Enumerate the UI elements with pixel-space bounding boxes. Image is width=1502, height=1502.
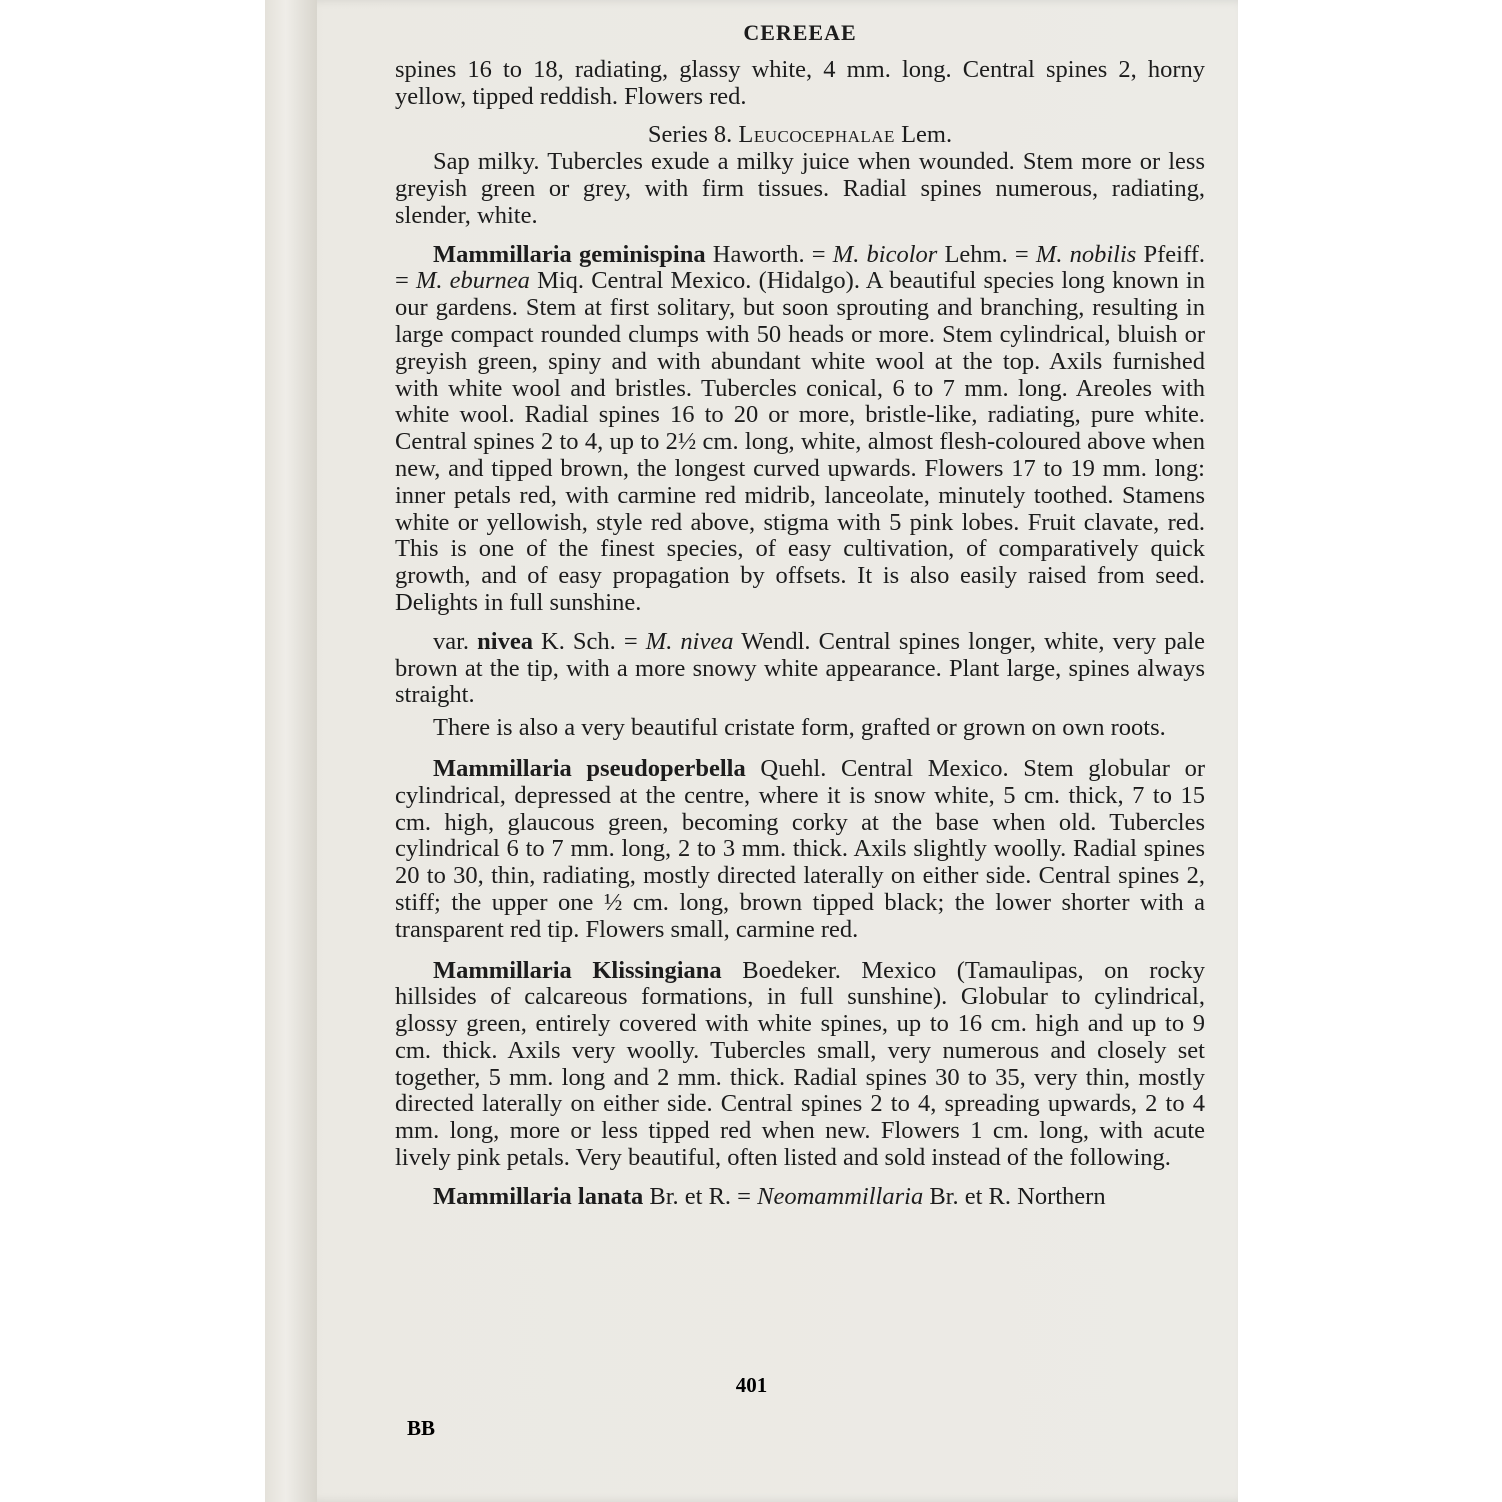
page-gutter: [265, 0, 317, 1502]
species-name: Mammillaria geminispina: [433, 240, 706, 268]
synonym: M. nivea: [645, 627, 734, 655]
entry-pseudoperbella: [395, 756, 1205, 944]
intro-paragraph: spines 16 to 18, radiating, glassy white, 4 mm. long. Central spines 2, horny yellow, tipped reddish. Flowers red.: [395, 55, 1205, 110]
series-name: Leucocephalae: [738, 121, 895, 149]
series-label: Series 8.: [647, 121, 733, 149]
entry-text: Miq. Central Mexico. (Hidalgo). A beautiful species long known in our gardens. Stem at first solitary, but soon sprouting and branching, resulting in large compact rounded clumps with 50 heads or more. Stem cylindrical, bluish or greyish green, spiny and with abundant white wool at the top. Axils furnished with white wool and bristles. Tubercles conical, 6 to 7 mm. long. Areoles with white wool. Radial spines 16 to 20 or more, bristle-like, radiating, pure white. Central spines 2 to 4, up to 2½ cm. long, white, almost flesh-coloured above when new, and tipped brown, the longest curved upwards. Flowers 17 to 19 mm. long: inner petals red, with carmine red midrib, lanceolate, minutely toothed. Stamens white or yellowish, style red above, stigma with 5 pink lobes. Fruit clavate, red. This is one of the finest species, of easy cultivation, of comparatively quick growth, and of easy propagation by offsets. It is also easily raised from seed. Delights in full sunshine.: [395, 267, 1205, 616]
entry-nivea: [395, 629, 1205, 709]
synonym: Neomammillaria: [757, 1182, 924, 1210]
entry-text: Br. et R. Northern: [923, 1182, 1106, 1210]
entry-text: Wendl. Central spines longer, white, very pale brown at the tip, with a more snowy white appearance. Plant large, spines always straight.: [395, 627, 1205, 709]
running-header: CEREEAE: [743, 20, 857, 45]
synonym: M. nobilis: [1035, 240, 1137, 268]
series-heading: [395, 122, 1205, 149]
series-author: Lem.: [901, 121, 953, 149]
species-name: Mammillaria lanata: [433, 1182, 644, 1210]
book-page: [265, 0, 1238, 1502]
entry-text: Boedeker. Mexico (Tamaulipas, on rocky hillsides of calcareous formations, in full sunshine). Globular to cylindrical, glossy green, entirely covered with white spines, up to 16 cm. high and up to 9 cm. thick. Axils very woolly. Tubercles small, very numerous and closely set together, 5 mm. long and 2 mm. thick. Radial spines 30 to 35, very thin, mostly directed laterally on either side. Central spines 2 to 4, spreading upwards, 2 to 4 mm. long, more or less tipped red when new. Flowers 1 cm. long, with acute lively pink petals. Very beautiful, often listed and sold instead of the following.: [395, 956, 1205, 1172]
page-text: [395, 18, 1205, 1217]
entry-text: Haworth. =: [705, 240, 833, 268]
entry-text: K. Sch. =: [532, 627, 646, 655]
species-name: Mammillaria Klissingiana: [433, 956, 722, 984]
cristate-paragraph: There is also a very beautiful cristate form, grafted or grown on own roots.: [433, 714, 1166, 742]
page-number: 401: [735, 1373, 768, 1397]
synonym: M. bicolor: [832, 240, 938, 268]
entry-text: Lehm. =: [937, 240, 1036, 268]
series-description: Sap milky. Tubercles exude a milky juice when wounded. Stem more or less greyish green or grey, with firm tissues. Radial spines numerous, radiating, slender, white.: [395, 148, 1205, 229]
synonym: M. eburnea: [415, 267, 530, 295]
signature-mark: BB: [407, 1416, 436, 1440]
entry-lanata: [395, 1184, 1205, 1211]
variety-name: nivea: [477, 627, 533, 655]
entry-text: Pfeiff. =: [395, 240, 1205, 295]
species-name: Mammillaria pseudoperbella: [433, 754, 746, 782]
entry-text: Br. et R. =: [643, 1182, 758, 1210]
entry-geminispina: [395, 242, 1205, 617]
entry-text: Quehl. Central Mexico. Stem globular or cylindrical, depressed at the centre, where it is snow white, 5 cm. thick, 7 to 15 cm. high, glaucous green, becoming corky at the base when old. Tubercles cylindrical 6 to 7 mm. long, 2 to 3 mm. thick. Axils slightly woolly. Radial spines 20 to 30, thin, radiating, mostly directed laterally on either side. Central spines 2, stiff; the upper one ½ cm. long, brown tipped black; the lower shorter with a transparent red tip. Flowers small, carmine red.: [395, 754, 1205, 943]
entry-klissingiana: [395, 958, 1205, 1172]
entry-text: var.: [433, 627, 478, 655]
